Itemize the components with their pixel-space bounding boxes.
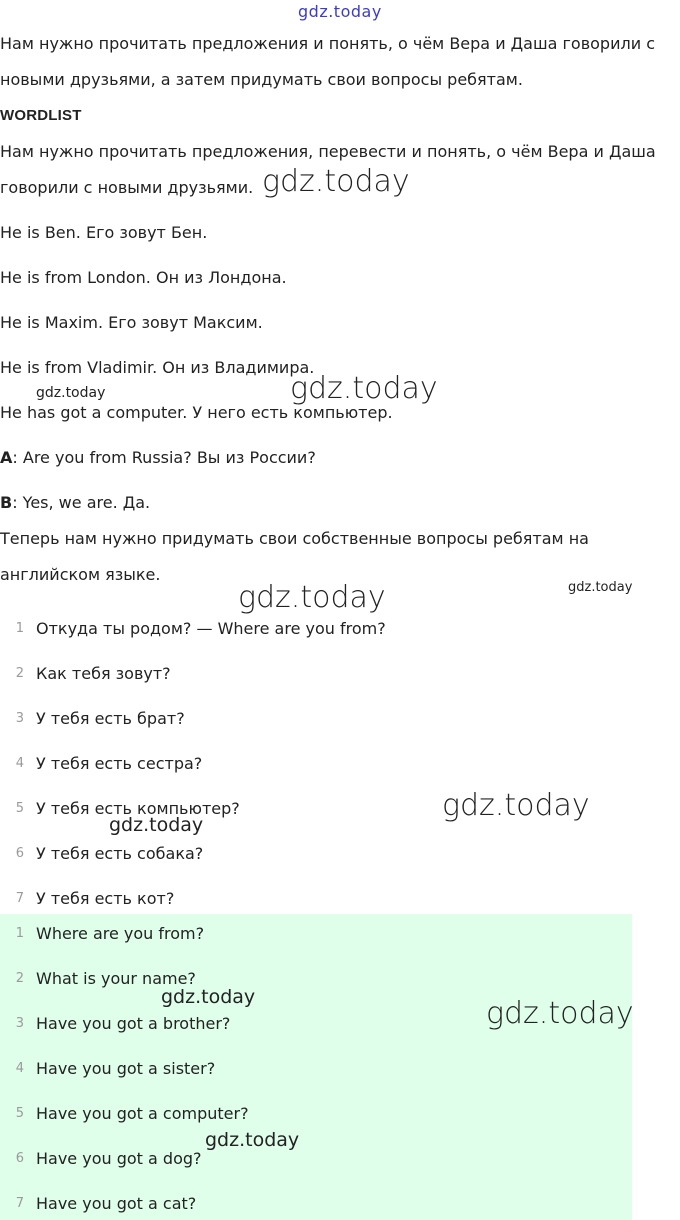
- list-item: [0, 844, 203, 864]
- list-text: Как тебя зовут?: [36, 664, 171, 683]
- watermark: gdz.today: [109, 814, 204, 836]
- speaker-b: B: [0, 493, 13, 512]
- answer-text: Have you got a brother?: [36, 1014, 231, 1033]
- answer-number: 3: [15, 1016, 24, 1031]
- answer-item: [0, 1149, 202, 1169]
- list-text: У тебя есть кот?: [36, 889, 175, 908]
- answer-text: Have you got a computer?: [36, 1104, 249, 1123]
- watermark: gdz.today: [205, 1129, 300, 1151]
- task-intro-line-2: английском языке.: [0, 565, 161, 584]
- list-number: 4: [15, 756, 24, 771]
- answer-item: [0, 924, 204, 944]
- list-number: 2: [15, 666, 24, 681]
- list-text: У тебя есть сестра?: [36, 754, 203, 773]
- watermark: gdz.today: [238, 580, 386, 615]
- answer-number: 1: [15, 926, 24, 941]
- sentence-2: He is from London. Он из Лондона.: [0, 268, 287, 287]
- list-text: У тебя есть компьютер?: [36, 799, 240, 818]
- answer-number: 7: [15, 1196, 24, 1211]
- list-item: [0, 619, 386, 639]
- list-text: У тебя есть собака?: [36, 844, 204, 863]
- dialog-text-b: : Yes, we are. Да.: [12, 493, 151, 512]
- answer-item: [0, 1059, 215, 1079]
- watermark: gdz.today: [486, 996, 634, 1031]
- task-intro-line-1: Теперь нам нужно придумать свои собственные вопросы ребятам на: [0, 529, 589, 548]
- answer-item: [0, 1014, 230, 1034]
- answer-item: [0, 1104, 249, 1124]
- sentence-1: He is Ben. Его зовут Бен.: [0, 223, 208, 242]
- list-item: [0, 709, 185, 729]
- list-item: [0, 754, 202, 774]
- watermark: gdz.today: [442, 788, 590, 823]
- watermark: gdz.today: [36, 385, 106, 401]
- answer-number: 5: [15, 1106, 24, 1121]
- list-number: 5: [15, 801, 24, 816]
- dialog-line-a: [0, 448, 316, 468]
- list-number: 3: [15, 711, 24, 726]
- answer-number: 6: [15, 1151, 24, 1166]
- answer-item: [0, 1194, 196, 1214]
- list-item: [0, 889, 174, 909]
- dialog-line-b: [0, 493, 150, 513]
- answer-number: 2: [15, 971, 24, 986]
- list-number: 7: [15, 891, 24, 906]
- wordlist-intro-line-1: Нам нужно прочитать предложения, перевести и понять, о чём Вера и Даша: [0, 142, 656, 161]
- speaker-a: A: [0, 448, 13, 467]
- answer-text: Have you got a dog?: [36, 1149, 202, 1168]
- sentence-3: He is Maxim. Его зовут Максим.: [0, 313, 263, 332]
- answer-text: Have you got a sister?: [36, 1059, 216, 1078]
- answer-text: What is your name?: [36, 969, 196, 988]
- list-text: Откуда ты родом? — Where are you from?: [36, 619, 386, 638]
- sentence-5: He has got a computer. У него есть компьютер.: [0, 403, 393, 422]
- wordlist-heading: WORDLIST: [0, 107, 82, 124]
- intro-line-1: Нам нужно прочитать предложения и понять, о чём Вера и Даша говорили с: [0, 34, 655, 53]
- list-item: [0, 664, 171, 684]
- list-text: У тебя есть брат?: [36, 709, 185, 728]
- answer-text: Have you got a cat?: [36, 1194, 197, 1213]
- watermark: gdz.today: [290, 371, 438, 406]
- watermark-top: gdz.today: [298, 2, 382, 21]
- watermark: gdz.today: [262, 164, 410, 199]
- watermark: gdz.today: [568, 580, 633, 595]
- intro-line-2: новыми друзьями, а затем придумать свои вопросы ребятам.: [0, 70, 523, 89]
- list-number: 1: [15, 621, 24, 636]
- watermark: gdz.today: [161, 986, 256, 1008]
- list-number: 6: [15, 846, 24, 861]
- answer-number: 4: [15, 1061, 24, 1076]
- dialog-text-a: : Are you from Russia? Вы из России?: [12, 448, 316, 467]
- wordlist-intro-line-2: говорили с новыми друзьями.: [0, 178, 254, 197]
- answer-text: Where are you from?: [36, 924, 205, 943]
- sentence-4: He is from Vladimir. Он из Владимира.: [0, 358, 315, 377]
